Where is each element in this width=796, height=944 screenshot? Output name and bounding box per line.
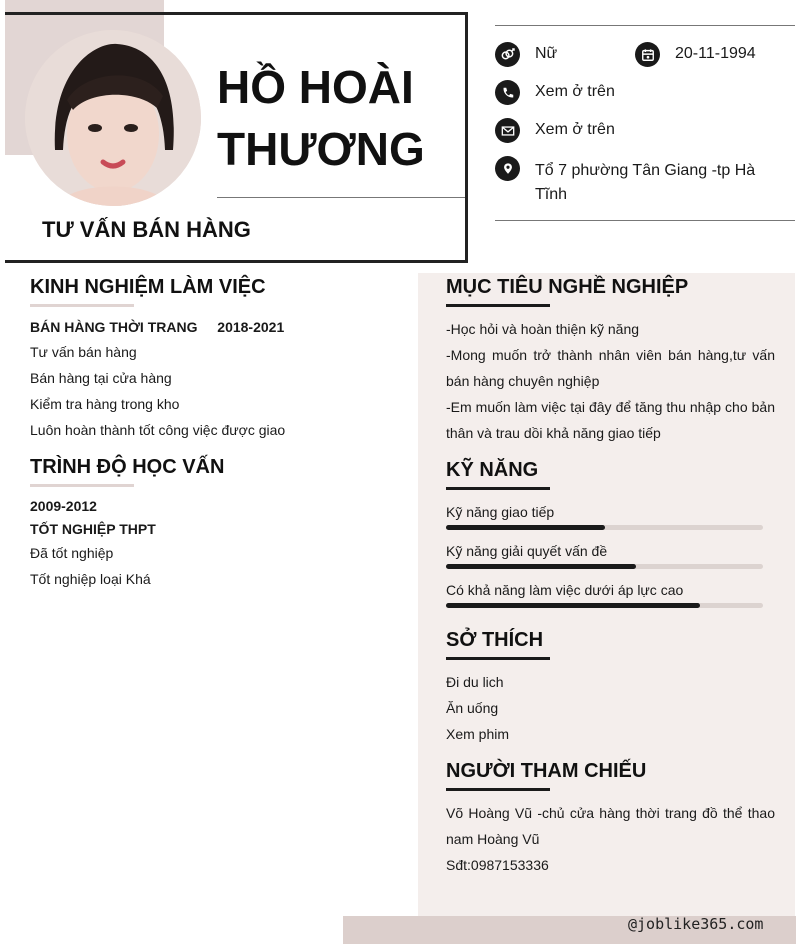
hobby-item: Ăn uống <box>446 700 499 716</box>
objective-heading: MỤC TIÊU NGHỀ NGHIỆP <box>446 276 689 298</box>
experience-role-line <box>30 314 284 340</box>
experience-heading: KINH NGHIỆM LÀM VIỆC <box>30 276 266 298</box>
phone-icon <box>495 80 520 105</box>
location-icon <box>495 156 520 181</box>
skill-bar-track <box>446 564 763 569</box>
candidate-name <box>217 56 457 180</box>
reference-contact: Võ Hoàng Vũ -chủ cửa hàng thời trang đồ thể thao nam Hoàng Vũ <box>446 805 775 847</box>
skill-label: Kỹ năng giao tiếp <box>446 504 555 520</box>
gender-value: Nữ <box>535 45 558 62</box>
education-heading: TRÌNH ĐỘ HỌC VẤN <box>30 456 225 478</box>
address-line-2: Tĩnh <box>535 186 568 203</box>
hobby-item: Đi du lich <box>446 674 504 690</box>
dob-value: 20-11-1994 <box>675 45 756 62</box>
skills-heading: KỸ NĂNG <box>446 459 539 481</box>
address-line-1: Tổ 7 phường Tân Giang -tp Hà <box>535 162 756 179</box>
name-divider <box>217 197 465 198</box>
experience-role: BÁN HÀNG THỜI TRANG <box>30 319 198 335</box>
education-item: Tốt nghiệp loại Khá <box>30 571 151 587</box>
education-item: Đã tốt nghiệp <box>30 545 114 561</box>
experience-item: Kiểm tra hàng trong kho <box>30 396 180 412</box>
job-title: TƯ VẤN BÁN HÀNG <box>42 217 251 242</box>
skill-label: Có khả năng làm việc dưới áp lực cao <box>446 582 684 598</box>
skill-label: Kỹ năng giải quyết vấn đề <box>446 543 608 559</box>
skill-bar-track <box>446 525 763 530</box>
name-line-1: HỒ HOÀI <box>217 61 414 113</box>
skill-bar-track <box>446 603 763 608</box>
experience-item: Bán hàng tại cửa hàng <box>30 370 172 386</box>
hobbies-heading: SỞ THÍCH <box>446 629 544 651</box>
reference-phone: Sđt:0987153336 <box>446 857 549 873</box>
experience-item: Luôn hoàn thành tốt công việc được giao <box>30 422 286 438</box>
name-line-2: THƯƠNG <box>217 123 425 175</box>
hobby-item: Xem phim <box>446 726 510 742</box>
gender-icon <box>495 42 520 67</box>
skill-bar-fill <box>446 603 700 608</box>
objective-line: -Mong muốn trở thành nhân viên bán hàng,tư vấn bán hàng chuyên nghiệp <box>446 347 775 389</box>
experience-heading-rule <box>30 304 134 307</box>
references-text <box>446 800 775 878</box>
watermark: @joblike365.com <box>628 915 764 933</box>
hobbies-heading-rule <box>446 657 550 660</box>
experience-list <box>30 339 285 443</box>
education-degree: TỐT NGHIỆP THPT <box>30 521 156 537</box>
email-icon <box>495 118 520 143</box>
experience-item: Tư vấn bán hàng <box>30 344 137 360</box>
references-heading-rule <box>446 788 550 791</box>
education-heading-rule <box>30 484 134 487</box>
phone-value: Xem ở trên <box>535 83 615 100</box>
skill-bar-fill <box>446 564 636 569</box>
objective-text <box>446 316 775 446</box>
contact-divider-bottom <box>495 220 795 221</box>
address-value <box>535 159 775 207</box>
objective-heading-rule <box>446 304 550 307</box>
references-heading: NGƯỜI THAM CHIẾU <box>446 760 647 782</box>
objective-line: -Học hỏi và hoàn thiện kỹ năng <box>446 321 640 337</box>
experience-period: 2018-2021 <box>217 319 285 335</box>
education-list <box>30 494 156 592</box>
calendar-icon <box>635 42 660 67</box>
objective-line: -Em muốn làm việc tại đây để tăng thu nhập cho bản thân và trau dồi khả năng giao tiếp <box>446 399 775 441</box>
skills-heading-rule <box>446 487 550 490</box>
hobbies-list <box>446 669 509 747</box>
email-value: Xem ở trên <box>535 121 615 138</box>
skill-bar-fill <box>446 525 605 530</box>
education-period: 2009-2012 <box>30 498 97 514</box>
contact-divider-top <box>495 25 795 26</box>
avatar <box>25 30 201 206</box>
